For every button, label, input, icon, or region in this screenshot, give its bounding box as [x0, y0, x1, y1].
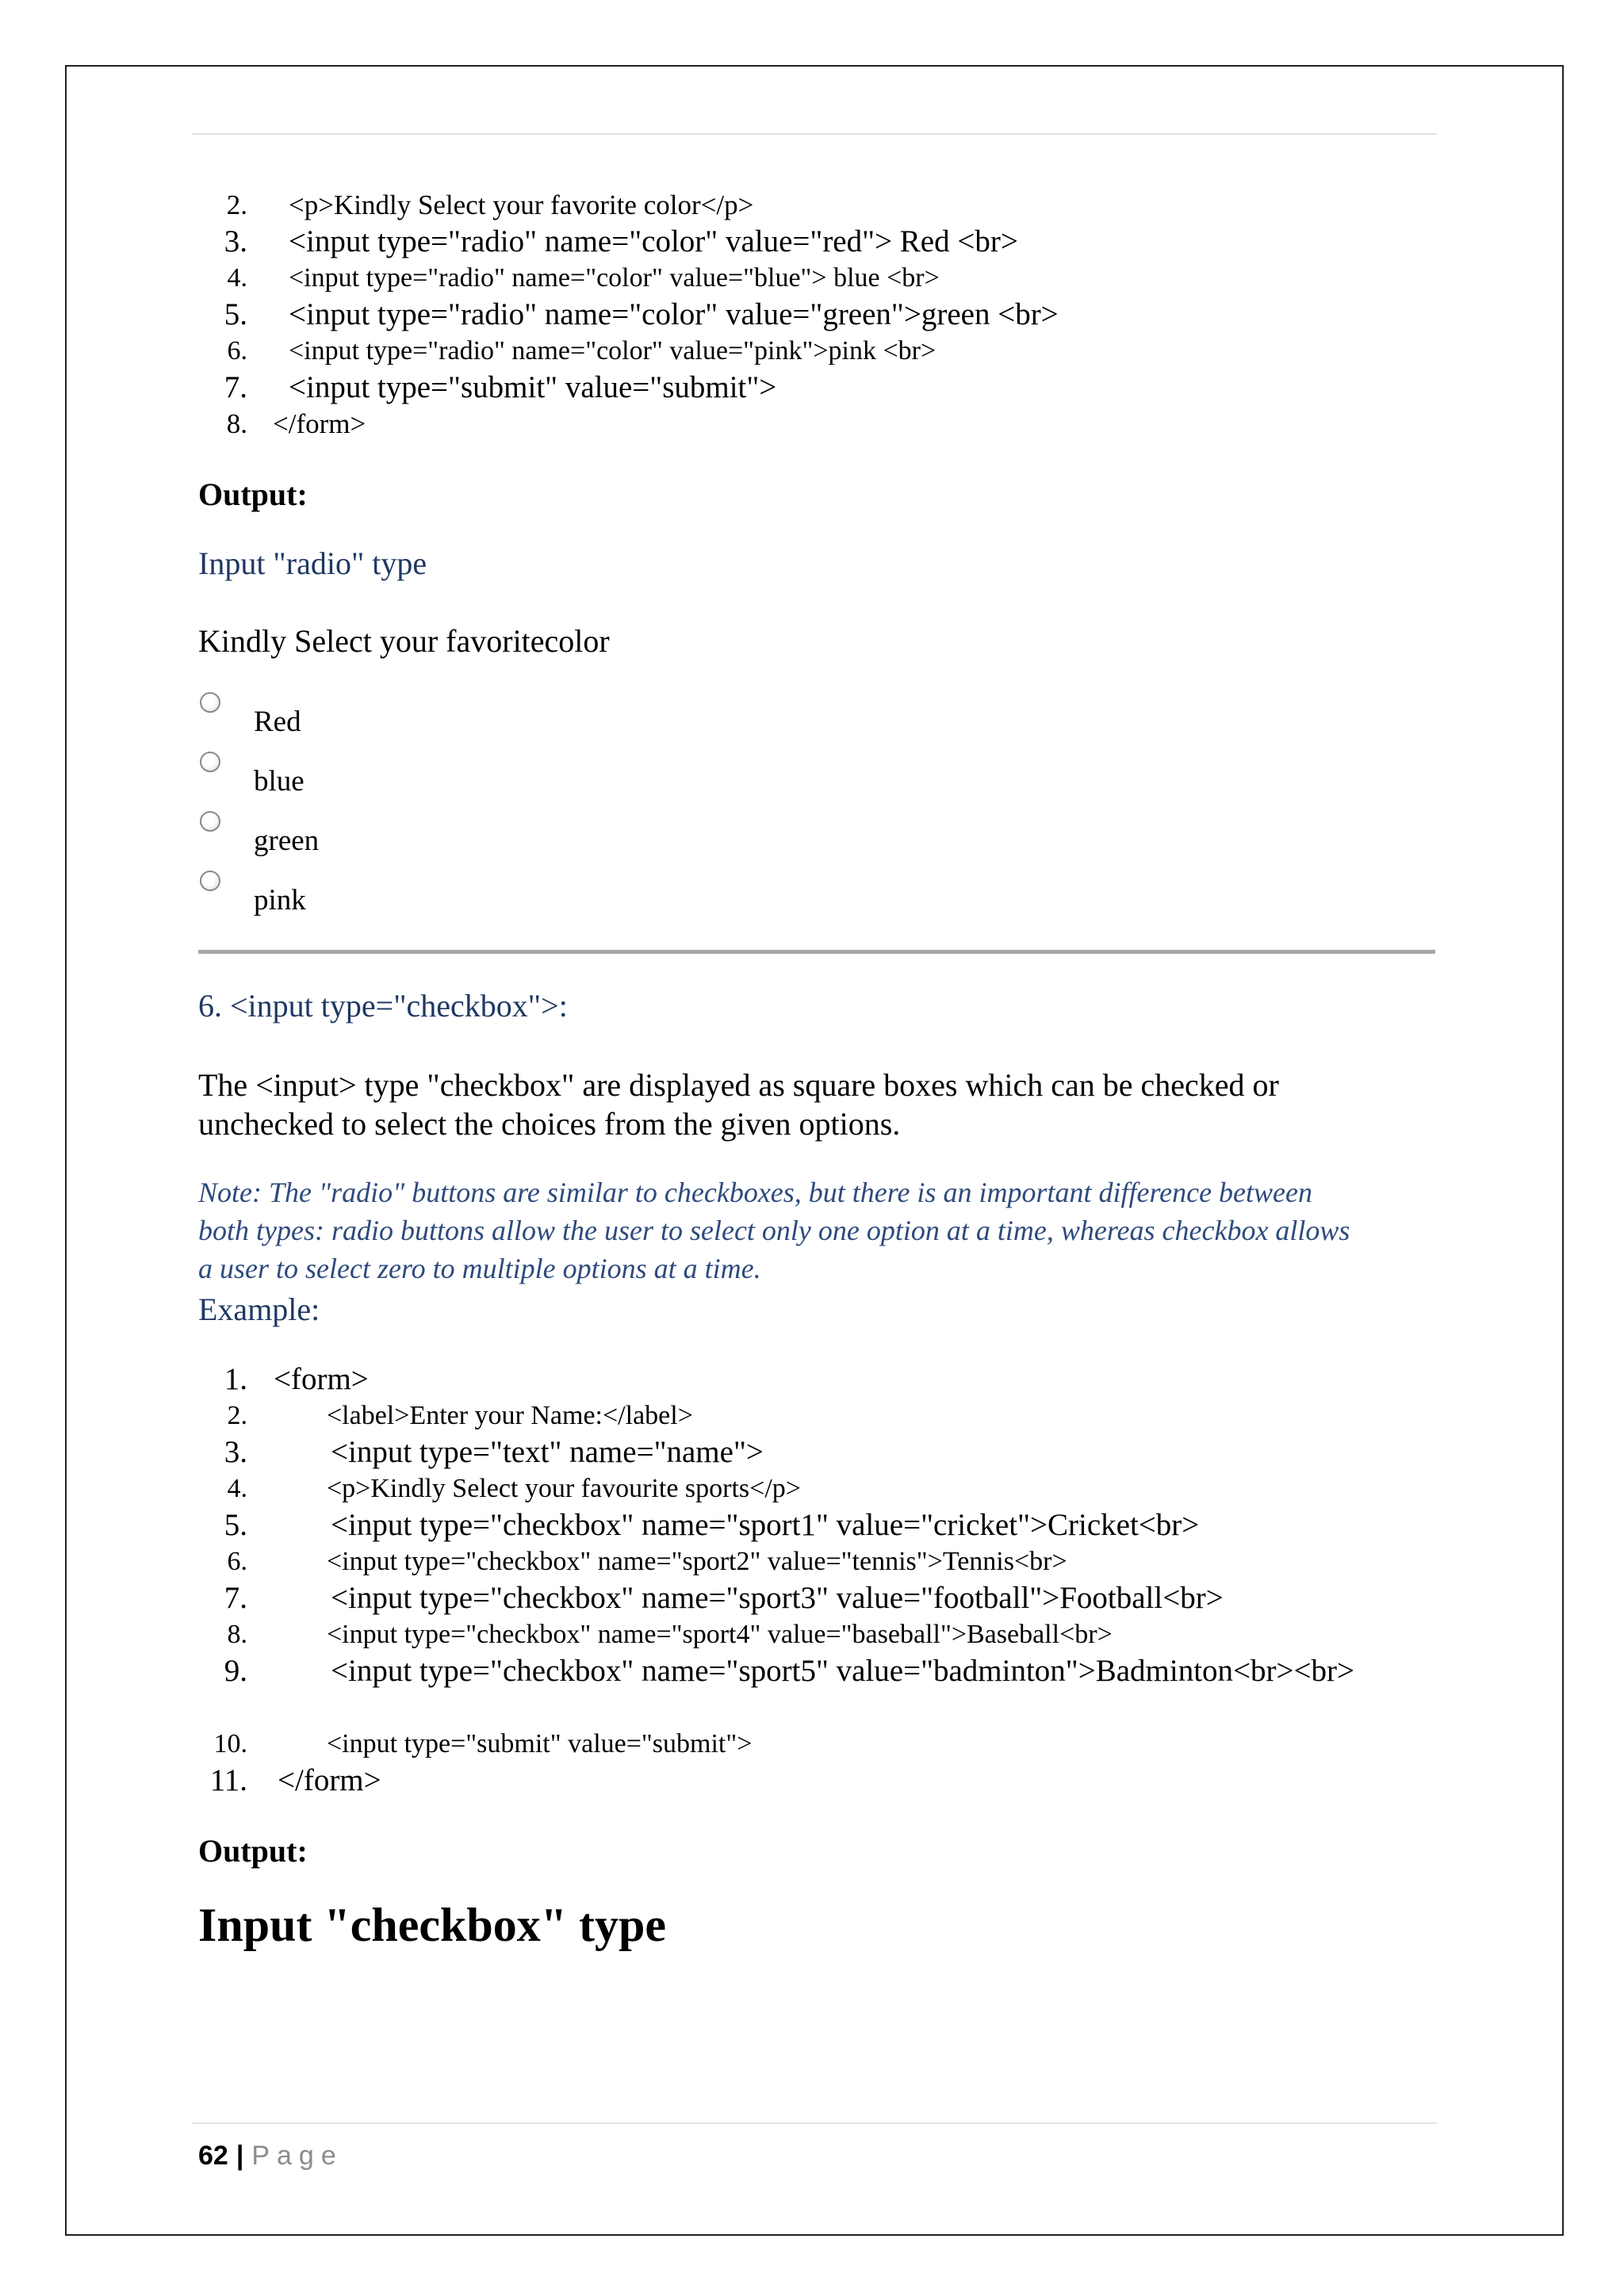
- header-rule: [192, 133, 1437, 135]
- radio-demo-heading: Input "radio" type: [198, 545, 427, 581]
- code-line: 10. <input type="submit" value="submit">: [213, 1729, 753, 1758]
- code-line: 2. <p>Kindly Select your favorite color</p>: [226, 189, 754, 220]
- footer-separator: |: [236, 2141, 244, 2171]
- code-line: 3. <input type="text" name="name">: [224, 1435, 764, 1469]
- radio-demo-prompt: Kindly Select your favoritecolor: [198, 623, 610, 659]
- section-heading: 6. <input type="checkbox">:: [198, 988, 568, 1024]
- section-paragraph-line: The <input> type "checkbox" are displayed as square boxes which can be checked or: [198, 1067, 1279, 1103]
- output-label: Output:: [198, 476, 308, 512]
- radio-demo-options: [198, 692, 1435, 930]
- radio-option-blue[interactable]: blue: [198, 752, 1435, 811]
- code-line: 3. <input type="radio" name="color" value="red"> Red <br>: [224, 224, 1018, 258]
- page-footer: [198, 2141, 343, 2172]
- code-line: 9. <input type="checkbox" name="sport5" value="badminton">Badminton<br><br>: [224, 1654, 1354, 1688]
- footer-rule: [192, 2122, 1437, 2124]
- page-word: Page: [251, 2141, 343, 2171]
- code-line: 4. <input type="radio" name="color" value="blue"> blue <br>: [227, 263, 940, 293]
- radio-option-pink[interactable]: pink: [198, 871, 1435, 930]
- radio-option-green[interactable]: green: [198, 811, 1435, 871]
- code-listing-radio: [198, 187, 1435, 442]
- radio-option-red[interactable]: Red: [198, 692, 1435, 752]
- example-label: Example:: [198, 1292, 320, 1327]
- code-line: 6. <input type="radio" name="color" value="pink">pink <br>: [227, 336, 936, 365]
- code-listing-checkbox: [198, 1361, 1435, 1799]
- code-line: 11. </form>: [209, 1763, 381, 1797]
- code-line: 8. </form>: [226, 408, 366, 439]
- note-line: Note: The "radio" buttons are similar to checkboxes, but there is an important difference between: [198, 1177, 1313, 1208]
- radio-button[interactable]: [200, 752, 220, 772]
- checkbox-demo-title: Input "checkbox" type: [198, 1899, 667, 1951]
- page-content: [198, 187, 1435, 1953]
- code-line: 6. <input type="checkbox" name="sport2" value="tennis">Tennis<br>: [227, 1547, 1067, 1576]
- code-line: 7. <input type="submit" value="submit">: [224, 370, 777, 404]
- code-line: 5. <input type="checkbox" name="sport1" value="cricket">Cricket<br>: [224, 1508, 1200, 1542]
- code-line: 4. <p>Kindly Select your favourite sports</p>: [227, 1474, 801, 1503]
- radio-button[interactable]: [200, 811, 220, 832]
- code-line: 1. <form>: [224, 1362, 369, 1396]
- radio-button[interactable]: [200, 871, 220, 891]
- radio-button[interactable]: [200, 692, 220, 713]
- code-line: 5. <input type="radio" name="color" value="green">green <br>: [224, 297, 1059, 331]
- code-line: 8. <input type="checkbox" name="sport4" value="baseball">Baseball<br>: [227, 1620, 1113, 1649]
- code-line: 7. <input type="checkbox" name="sport3" value="football">Football<br>: [224, 1581, 1224, 1615]
- code-line: 2. <label>Enter your Name:</label>: [227, 1401, 693, 1430]
- note-line: a user to select zero to multiple options at a time.: [198, 1253, 761, 1284]
- section-paragraph-line: unchecked to select the choices from the given options.: [198, 1106, 901, 1142]
- output-label: Output:: [198, 1833, 308, 1869]
- section-divider: [198, 950, 1435, 954]
- page-number: 62: [198, 2141, 228, 2171]
- note-line: both types: radio buttons allow the user to select only one option at a time, whereas checkbox allows: [198, 1215, 1350, 1246]
